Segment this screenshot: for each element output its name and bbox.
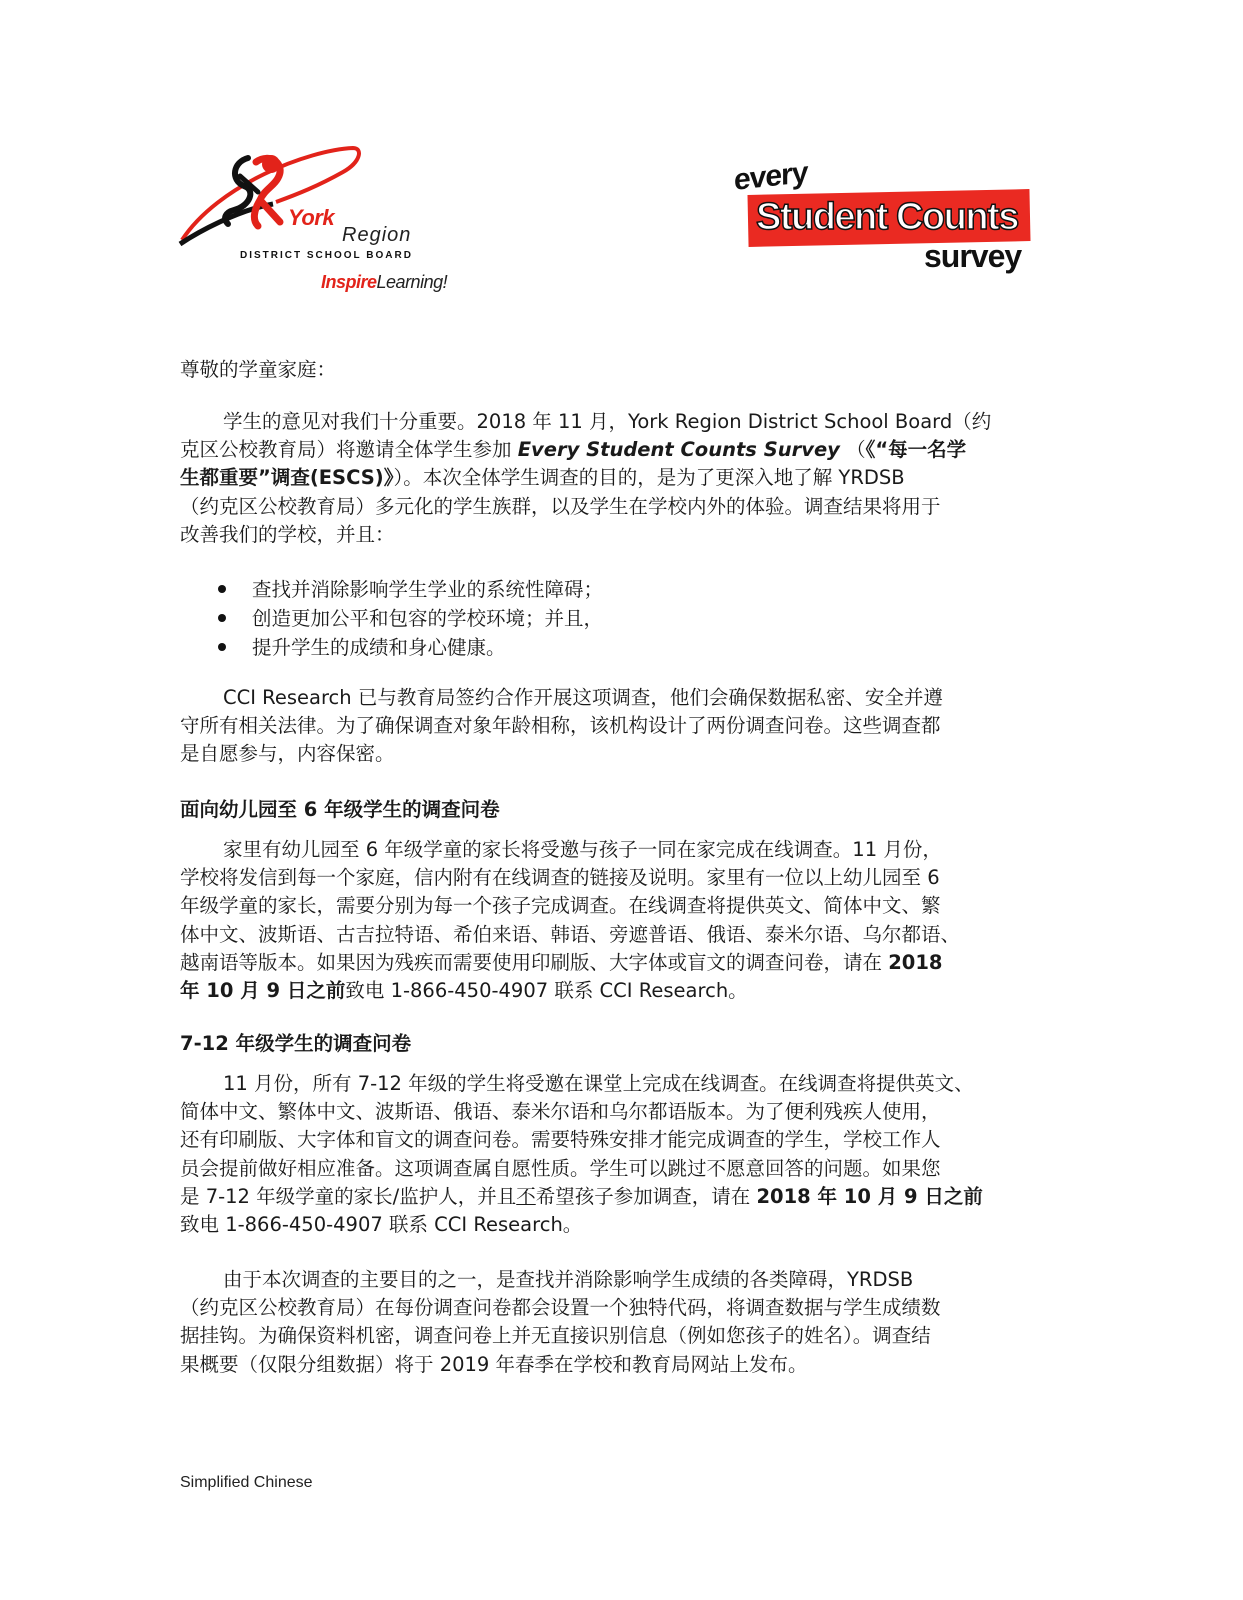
grade712-paragraph xyxy=(180,1070,1060,1239)
intro-line-3 xyxy=(180,464,1060,492)
cci-line-2: 守所有相关法律。为了确保调查对象年龄相称，该机构设计了两份调查问卷。这些调查都 xyxy=(180,714,941,738)
yrdsb-logo xyxy=(178,140,468,305)
grade712-line-3: 还有印刷版、大字体和盲文的调查问卷。需要特殊安排才能完成调查的学生，学校工作人 xyxy=(180,1128,941,1152)
list-item-text: 提升学生的成绩和身心健康。 xyxy=(252,636,506,659)
k6-paragraph xyxy=(180,836,1060,1005)
every-student-counts-logo xyxy=(728,156,1033,280)
survey-title-en: Every Student Counts Survey xyxy=(517,438,840,462)
tagline-learning: Learning! xyxy=(376,272,448,292)
grade712-line-4: 员会提前做好相应准备。这项调查属自愿性质。学生可以跳过不愿意回答的问题。如果您 xyxy=(180,1156,941,1180)
yrdsb-tagline xyxy=(321,272,447,293)
grade712-section xyxy=(180,1030,1060,1058)
list-item-text: 查找并消除影响学生学业的系统性障碍； xyxy=(252,578,604,601)
salutation-line: 尊敬的学童家庭： xyxy=(180,358,337,381)
intro-line-2-paren: （ xyxy=(839,438,866,462)
k6-line-6-text: 致电 1-866-450-4907 联系 CCI Research。 xyxy=(345,979,748,1003)
cci-line-1: CCI Research 已与教育局签约合作开展这项调查，他们会确保数据私密、安全并遵 xyxy=(223,686,943,709)
k6-line-2: 学校将发信到每一个家庭，信内附有在线调查的链接及说明。家里有一位以上幼儿园至 6 xyxy=(180,866,940,890)
yrdsb-region-text: Region xyxy=(342,224,412,246)
intro-line-2 xyxy=(180,436,1060,464)
intro-line-2-text: 克区公校教育局）将邀请全体学生参加 xyxy=(180,438,518,462)
footer-language-label: Simplified Chinese xyxy=(180,1474,313,1491)
k6-line-5-text: 越南语等版本。如果因为残疾而需要使用印刷版、大字体或盲文的调查问卷，请在 xyxy=(180,950,889,974)
k6-line-4: 体中文、波斯语、古吉拉特语、希伯来语、韩语、旁遮普语、俄语、泰米尔语、乌尔都语、 xyxy=(180,922,961,946)
cci-line-3: 是自愿参与，内容保密。 xyxy=(180,742,395,766)
k6-line-3: 年级学童的家长，需要分别为每一个孩子完成调查。在线调查将提供英文、简体中文、繁 xyxy=(180,894,941,918)
k6-heading: 面向幼儿园至 6 年级学生的调查问卷 xyxy=(180,798,500,821)
list-item xyxy=(180,575,1060,604)
bullet-icon xyxy=(218,585,226,593)
grade712-deadline: 2018 年 10 月 9 日之前 xyxy=(756,1184,983,1208)
k6-deadline-year: 2018 xyxy=(888,950,943,974)
salutation xyxy=(180,356,1060,384)
goals-list xyxy=(180,575,1060,662)
closing-paragraph xyxy=(180,1266,1060,1379)
yrdsb-board-text: DISTRICT SCHOOL BOARD xyxy=(240,250,413,261)
intro-line-5: 改善我们的学校，并且： xyxy=(180,522,395,546)
grade712-line-1: 11 月份，所有 7-12 年级的学生将受邀在课堂上完成在线调查。在线调查将提供英文、 xyxy=(223,1072,974,1095)
k6-line-6 xyxy=(180,977,1060,1005)
grade712-line-5 xyxy=(180,1183,1060,1211)
grade712-line-6: 致电 1-866-450-4907 联系 CCI Research。 xyxy=(180,1213,583,1237)
intro-paragraph xyxy=(180,408,1060,549)
survey-title-cn-2: 生都重要”调查(ESCS)》 xyxy=(180,466,394,490)
grade712-line-2: 简体中文、繁体中文、波斯语、俄语、泰米尔语和乌尔都语版本。为了便利残疾人使用， xyxy=(180,1100,941,1124)
k6-line-1: 家里有幼儿园至 6 年级学童的家长将受邀与孩子一同在家完成在线调查。11 月份， xyxy=(223,838,942,861)
grade712-line-5-text: 是 7-12 年级学童的家长/监护人，并且 xyxy=(180,1184,517,1208)
list-item xyxy=(180,604,1060,633)
tagline-inspire: Inspire xyxy=(321,272,377,292)
bullet-icon xyxy=(218,643,226,651)
esc-survey-text: survey xyxy=(924,238,1022,274)
k6-line-5 xyxy=(180,949,1060,977)
k6-deadline-date: 年 10 月 9 日之前 xyxy=(180,979,346,1003)
grade712-not-emphasis: 不 xyxy=(516,1184,536,1208)
bullet-icon xyxy=(218,614,226,622)
list-item-text: 创造更加公平和包容的学校环境；并且， xyxy=(252,607,604,630)
closing-line-3: 据挂钩。为确保资料机密，调查问卷上并无直接识别信息（例如您孩子的姓名）。调查结 xyxy=(180,1324,931,1348)
grade712-heading: 7-12 年级学生的调查问卷 xyxy=(180,1032,412,1055)
k6-section xyxy=(180,796,1060,824)
closing-line-2: （约克区公校教育局）在每份调查问卷都会设置一个独特代码，将调查数据与学生成绩数 xyxy=(180,1296,941,1320)
intro-line-3-text: ）。本次全体学生调查的目的，是为了更深入地了解 YRDSB xyxy=(393,466,905,490)
yrdsb-york-text: York xyxy=(288,205,335,230)
list-item xyxy=(180,633,1060,662)
closing-line-1: 由于本次调查的主要目的之一，是查找并消除影响学生成绩的各类障碍，YRDSB xyxy=(223,1268,914,1291)
survey-title-cn-1: 《“每一名学 xyxy=(865,438,967,462)
intro-line-4: （约克区公校教育局）多元化的学生族群，以及学生在学校内外的体验。调查结果将用于 xyxy=(180,494,941,518)
esc-every-text: every xyxy=(734,156,808,197)
cci-paragraph xyxy=(180,684,1060,769)
closing-line-4: 果概要（仅限分组数据）将于 2019 年春季在学校和教育局网站上发布。 xyxy=(180,1352,808,1376)
grade712-line-5-text-b: 希望孩子参加调查，请在 xyxy=(535,1184,757,1208)
esc-student-counts-text: Student Counts xyxy=(756,196,1018,238)
intro-line-1: 学生的意见对我们十分重要。2018 年 11 月，York Region District School Board（约 xyxy=(223,410,992,433)
